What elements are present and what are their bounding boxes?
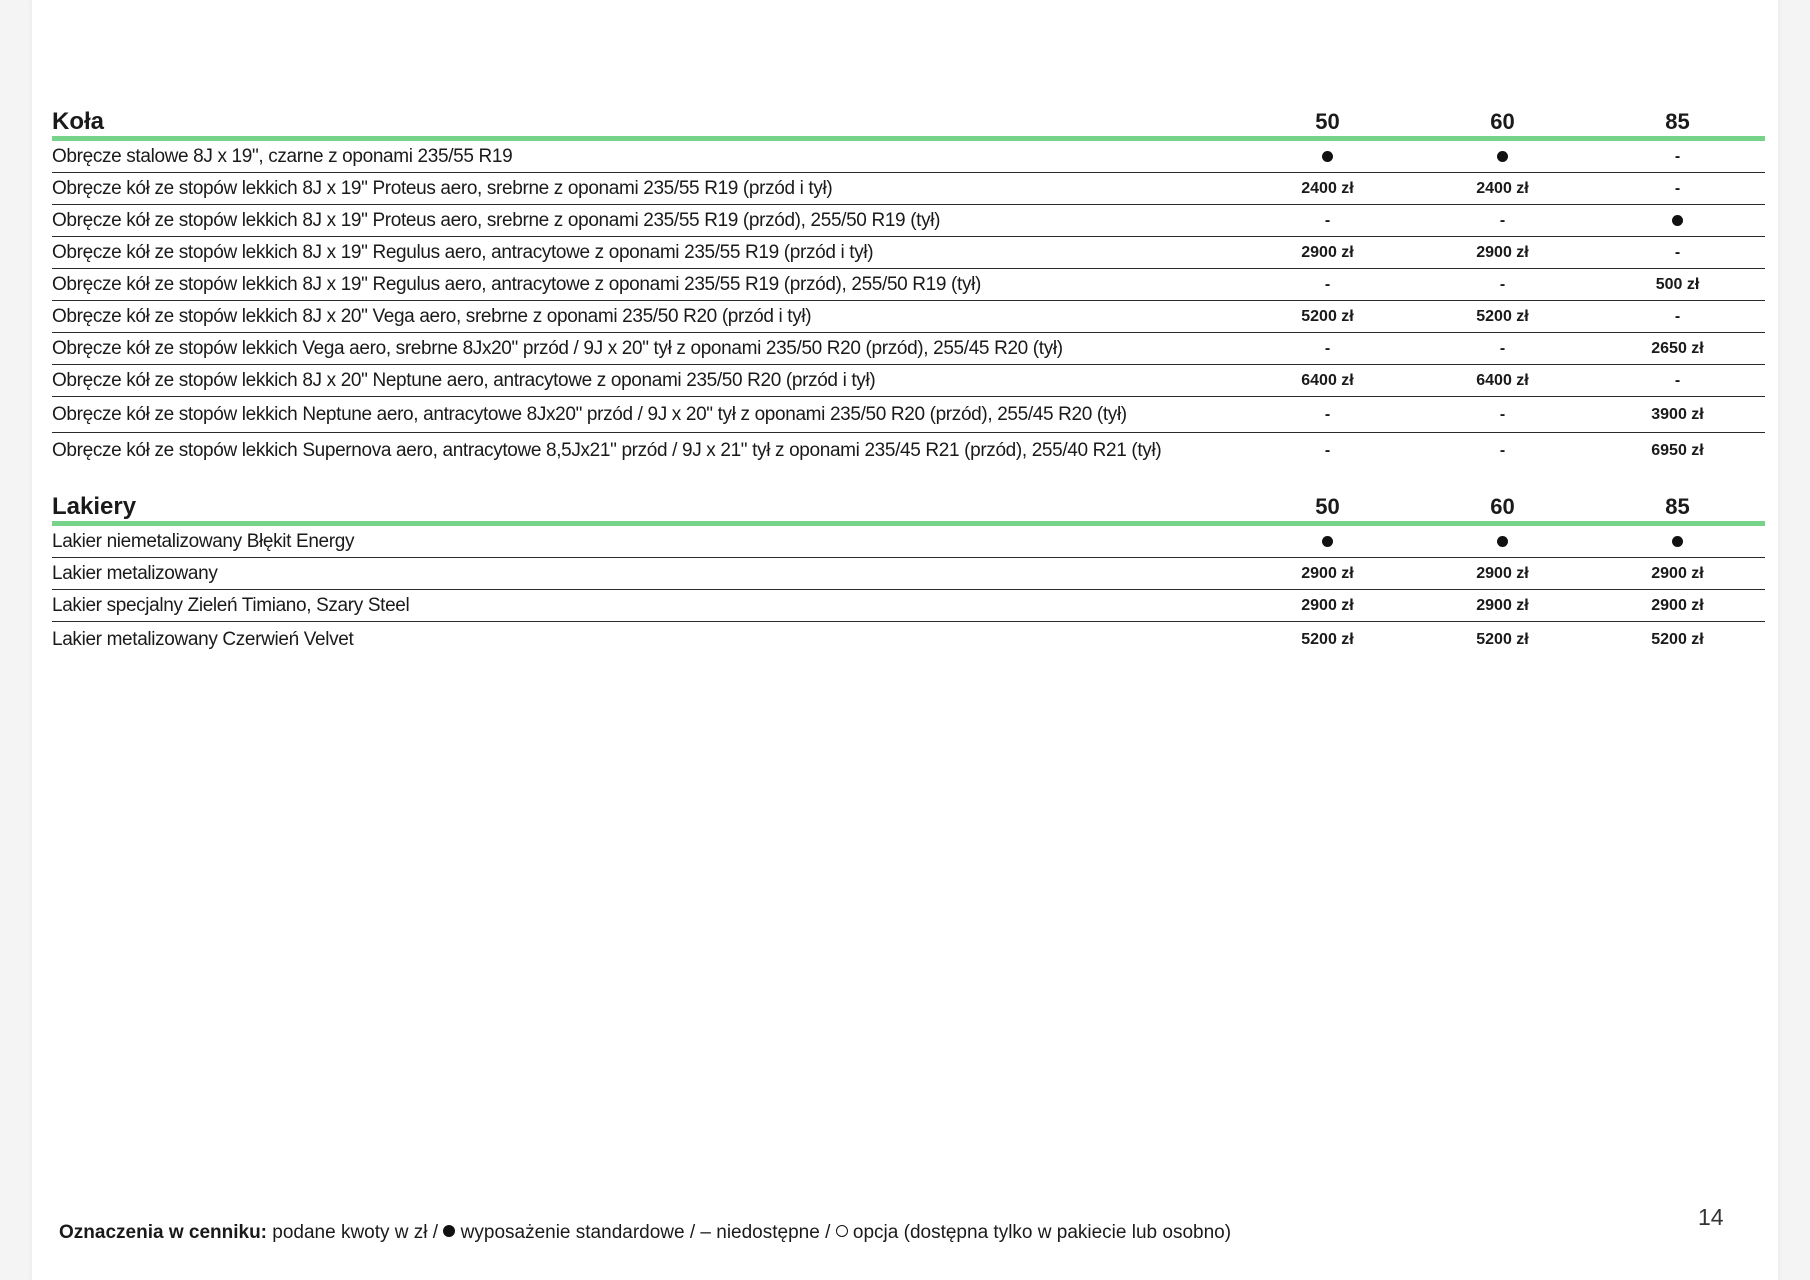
row-description: Lakier metalizowany Czerwień Velvet — [52, 629, 354, 650]
price-cell — [1240, 565, 1415, 583]
section-title: Lakiery — [52, 493, 137, 520]
unavailable-dash: - — [1674, 147, 1681, 165]
unavailable-dash: - — [1674, 307, 1681, 325]
price-value: 2900 zł — [1476, 564, 1529, 582]
table-row — [52, 526, 1765, 558]
standard-dot-icon — [1497, 151, 1508, 162]
price-cell — [1590, 372, 1765, 390]
unavailable-dash: - — [1674, 179, 1681, 197]
table-row — [52, 301, 1765, 333]
table-row — [52, 397, 1765, 433]
price-cell — [1590, 533, 1765, 551]
table-row — [52, 333, 1765, 365]
section-title: Koła — [52, 108, 105, 135]
row-description: Obręcze kół ze stopów lekkich 8J x 19" Regulus aero, antracytowe z oponami 235/55 R19 (przód i tył) — [52, 241, 874, 263]
row-description: Obręcze kół ze stopów lekkich Supernova aero, antracytowe 8,5Jx21" przód / 9J x 21" tył z oponami 235/45 R21 (przód), 255/40 R21 (tył) — [52, 440, 1162, 461]
price-value: 2900 zł — [1651, 564, 1704, 582]
price-cell — [1590, 308, 1765, 326]
unavailable-dash: - — [1674, 243, 1681, 261]
row-description: Obręcze kół ze stopów lekkich Neptune aero, antracytowe 8Jx20" przód / 9J x 20" tył z oponami 235/50 R20 (przód), 255/45 R20 (tył) — [52, 403, 1127, 425]
price-cell — [1240, 244, 1415, 262]
price-cell — [1415, 340, 1590, 358]
price-value: 2900 zł — [1301, 243, 1354, 261]
price-cell — [1240, 442, 1415, 460]
column-header-50: 50 — [1315, 109, 1340, 134]
price-value: 3900 zł — [1651, 405, 1704, 423]
column-header-60: 60 — [1490, 109, 1515, 134]
price-cell — [1415, 565, 1590, 583]
page-number: 14 — [1698, 1204, 1724, 1230]
row-description: Lakier specjalny Zieleń Timiano, Szary Steel — [52, 594, 410, 616]
price-value: 2650 zł — [1651, 339, 1704, 357]
legend — [59, 1222, 1231, 1244]
price-value: 6400 zł — [1476, 371, 1529, 389]
price-cell — [1415, 148, 1590, 166]
price-cell — [1415, 372, 1590, 390]
column-header-85: 85 — [1665, 494, 1690, 519]
price-cell — [1415, 308, 1590, 326]
standard-dot-icon — [1672, 215, 1683, 226]
price-cell — [1590, 276, 1765, 294]
row-description: Obręcze kół ze stopów lekkich 8J x 19" Proteus aero, srebrne z oponami 235/55 R19 (przód), 255/50 R19 (tył) — [52, 209, 941, 231]
price-cell — [1415, 276, 1590, 294]
price-cell — [1240, 631, 1415, 649]
column-header-60: 60 — [1490, 494, 1515, 519]
unavailable-dash: - — [1499, 405, 1506, 423]
table-row — [52, 237, 1765, 269]
legend-option-text: opcja (dostępna tylko w pakiecie lub osobno) — [852, 1222, 1232, 1243]
price-cell — [1590, 244, 1765, 262]
price-cell — [1240, 212, 1415, 230]
price-value: 2400 zł — [1301, 179, 1354, 197]
price-value: 2900 zł — [1301, 564, 1354, 582]
standard-dot-icon — [443, 1225, 455, 1237]
unavailable-dash: - — [1499, 275, 1506, 293]
price-cell — [1590, 340, 1765, 358]
table-row — [52, 590, 1765, 622]
price-cell — [1415, 406, 1590, 424]
section-header — [52, 493, 1765, 526]
legend-standard-text: wyposażenie standardowe / – niedostępne / — [460, 1222, 831, 1243]
standard-dot-icon — [1322, 536, 1333, 547]
price-value: 2400 zł — [1476, 179, 1529, 197]
section-header — [52, 108, 1765, 141]
option-circle-icon — [836, 1225, 848, 1237]
unavailable-dash: - — [1499, 211, 1506, 229]
section-lakiery — [52, 493, 1765, 658]
unavailable-dash: - — [1499, 442, 1506, 459]
price-cell — [1240, 276, 1415, 294]
price-cell — [1590, 406, 1765, 424]
unavailable-dash: - — [1324, 211, 1331, 229]
row-description: Obręcze kół ze stopów lekkich 8J x 19" Regulus aero, antracytowe z oponami 235/55 R19 (przód), 255/50 R19 (tył) — [52, 273, 981, 295]
unavailable-dash: - — [1324, 405, 1331, 423]
unavailable-dash: - — [1499, 339, 1506, 357]
price-cell — [1415, 631, 1590, 649]
price-cell — [1415, 533, 1590, 551]
table-row — [52, 141, 1765, 173]
unavailable-dash: - — [1324, 275, 1331, 293]
price-value: 6950 zł — [1651, 442, 1704, 459]
price-value: 2900 zł — [1476, 243, 1529, 261]
price-value: 2900 zł — [1301, 596, 1354, 614]
section-kola — [52, 108, 1765, 469]
table-row — [52, 205, 1765, 237]
price-value: 5200 zł — [1651, 631, 1704, 648]
table-row — [52, 433, 1765, 469]
kola-rows — [52, 141, 1765, 469]
row-description: Obręcze stalowe 8J x 19", czarne z oponami 235/55 R19 — [52, 145, 513, 167]
price-value: 5200 zł — [1301, 307, 1354, 325]
price-list-page — [32, 0, 1778, 1280]
row-description: Lakier metalizowany — [52, 562, 218, 584]
price-cell — [1240, 372, 1415, 390]
price-cell — [1240, 148, 1415, 166]
price-cell — [1240, 597, 1415, 615]
price-cell — [1590, 212, 1765, 230]
row-description: Obręcze kół ze stopów lekkich Vega aero, srebrne 8Jx20" przód / 9J x 20" tył z oponami 235/50 R20 (przód), 255/45 R20 (tył) — [52, 337, 1063, 359]
price-cell — [1240, 180, 1415, 198]
lakiery-rows — [52, 526, 1765, 658]
row-description: Obręcze kół ze stopów lekkich 8J x 20" Vega aero, srebrne z oponami 235/50 R20 (przód i tył) — [52, 305, 812, 327]
legend-amounts-text: podane kwoty w zł / — [272, 1222, 439, 1243]
standard-dot-icon — [1672, 536, 1683, 547]
table-row — [52, 365, 1765, 397]
standard-dot-icon — [1497, 536, 1508, 547]
price-value: 5200 zł — [1301, 631, 1354, 648]
price-value: 2900 zł — [1476, 596, 1529, 614]
legend-label: Oznaczenia w cenniku: — [59, 1222, 267, 1243]
price-value: 6400 zł — [1301, 371, 1354, 389]
unavailable-dash: - — [1674, 371, 1681, 389]
unavailable-dash: - — [1324, 442, 1331, 459]
table-row — [52, 558, 1765, 590]
row-description: Obręcze kół ze stopów lekkich 8J x 19" Proteus aero, srebrne z oponami 235/55 R19 (przód i tył) — [52, 177, 833, 199]
price-value: 2900 zł — [1651, 596, 1704, 614]
price-cell — [1415, 180, 1590, 198]
standard-dot-icon — [1322, 151, 1333, 162]
column-header-85: 85 — [1665, 109, 1690, 134]
price-cell — [1590, 565, 1765, 583]
price-cell — [1240, 406, 1415, 424]
column-header-50: 50 — [1315, 494, 1340, 519]
unavailable-dash: - — [1324, 339, 1331, 357]
table-row — [52, 269, 1765, 301]
price-cell — [1590, 631, 1765, 649]
table-row — [52, 173, 1765, 205]
price-cell — [1240, 533, 1415, 551]
price-cell — [1415, 212, 1590, 230]
price-cell — [1590, 597, 1765, 615]
price-cell — [1590, 180, 1765, 198]
price-cell — [1415, 442, 1590, 460]
row-description: Obręcze kół ze stopów lekkich 8J x 20" Neptune aero, antracytowe z oponami 235/50 R20 (przód i tył) — [52, 369, 876, 391]
price-cell — [1240, 340, 1415, 358]
table-row — [52, 622, 1765, 658]
price-cell — [1240, 308, 1415, 326]
row-description: Lakier niemetalizowany Błękit Energy — [52, 530, 355, 552]
price-cell — [1590, 442, 1765, 460]
price-cell — [1415, 597, 1590, 615]
price-value: 5200 zł — [1476, 631, 1529, 648]
price-cell — [1590, 148, 1765, 166]
price-value: 500 zł — [1655, 275, 1700, 293]
price-value: 5200 zł — [1476, 307, 1529, 325]
price-cell — [1415, 244, 1590, 262]
